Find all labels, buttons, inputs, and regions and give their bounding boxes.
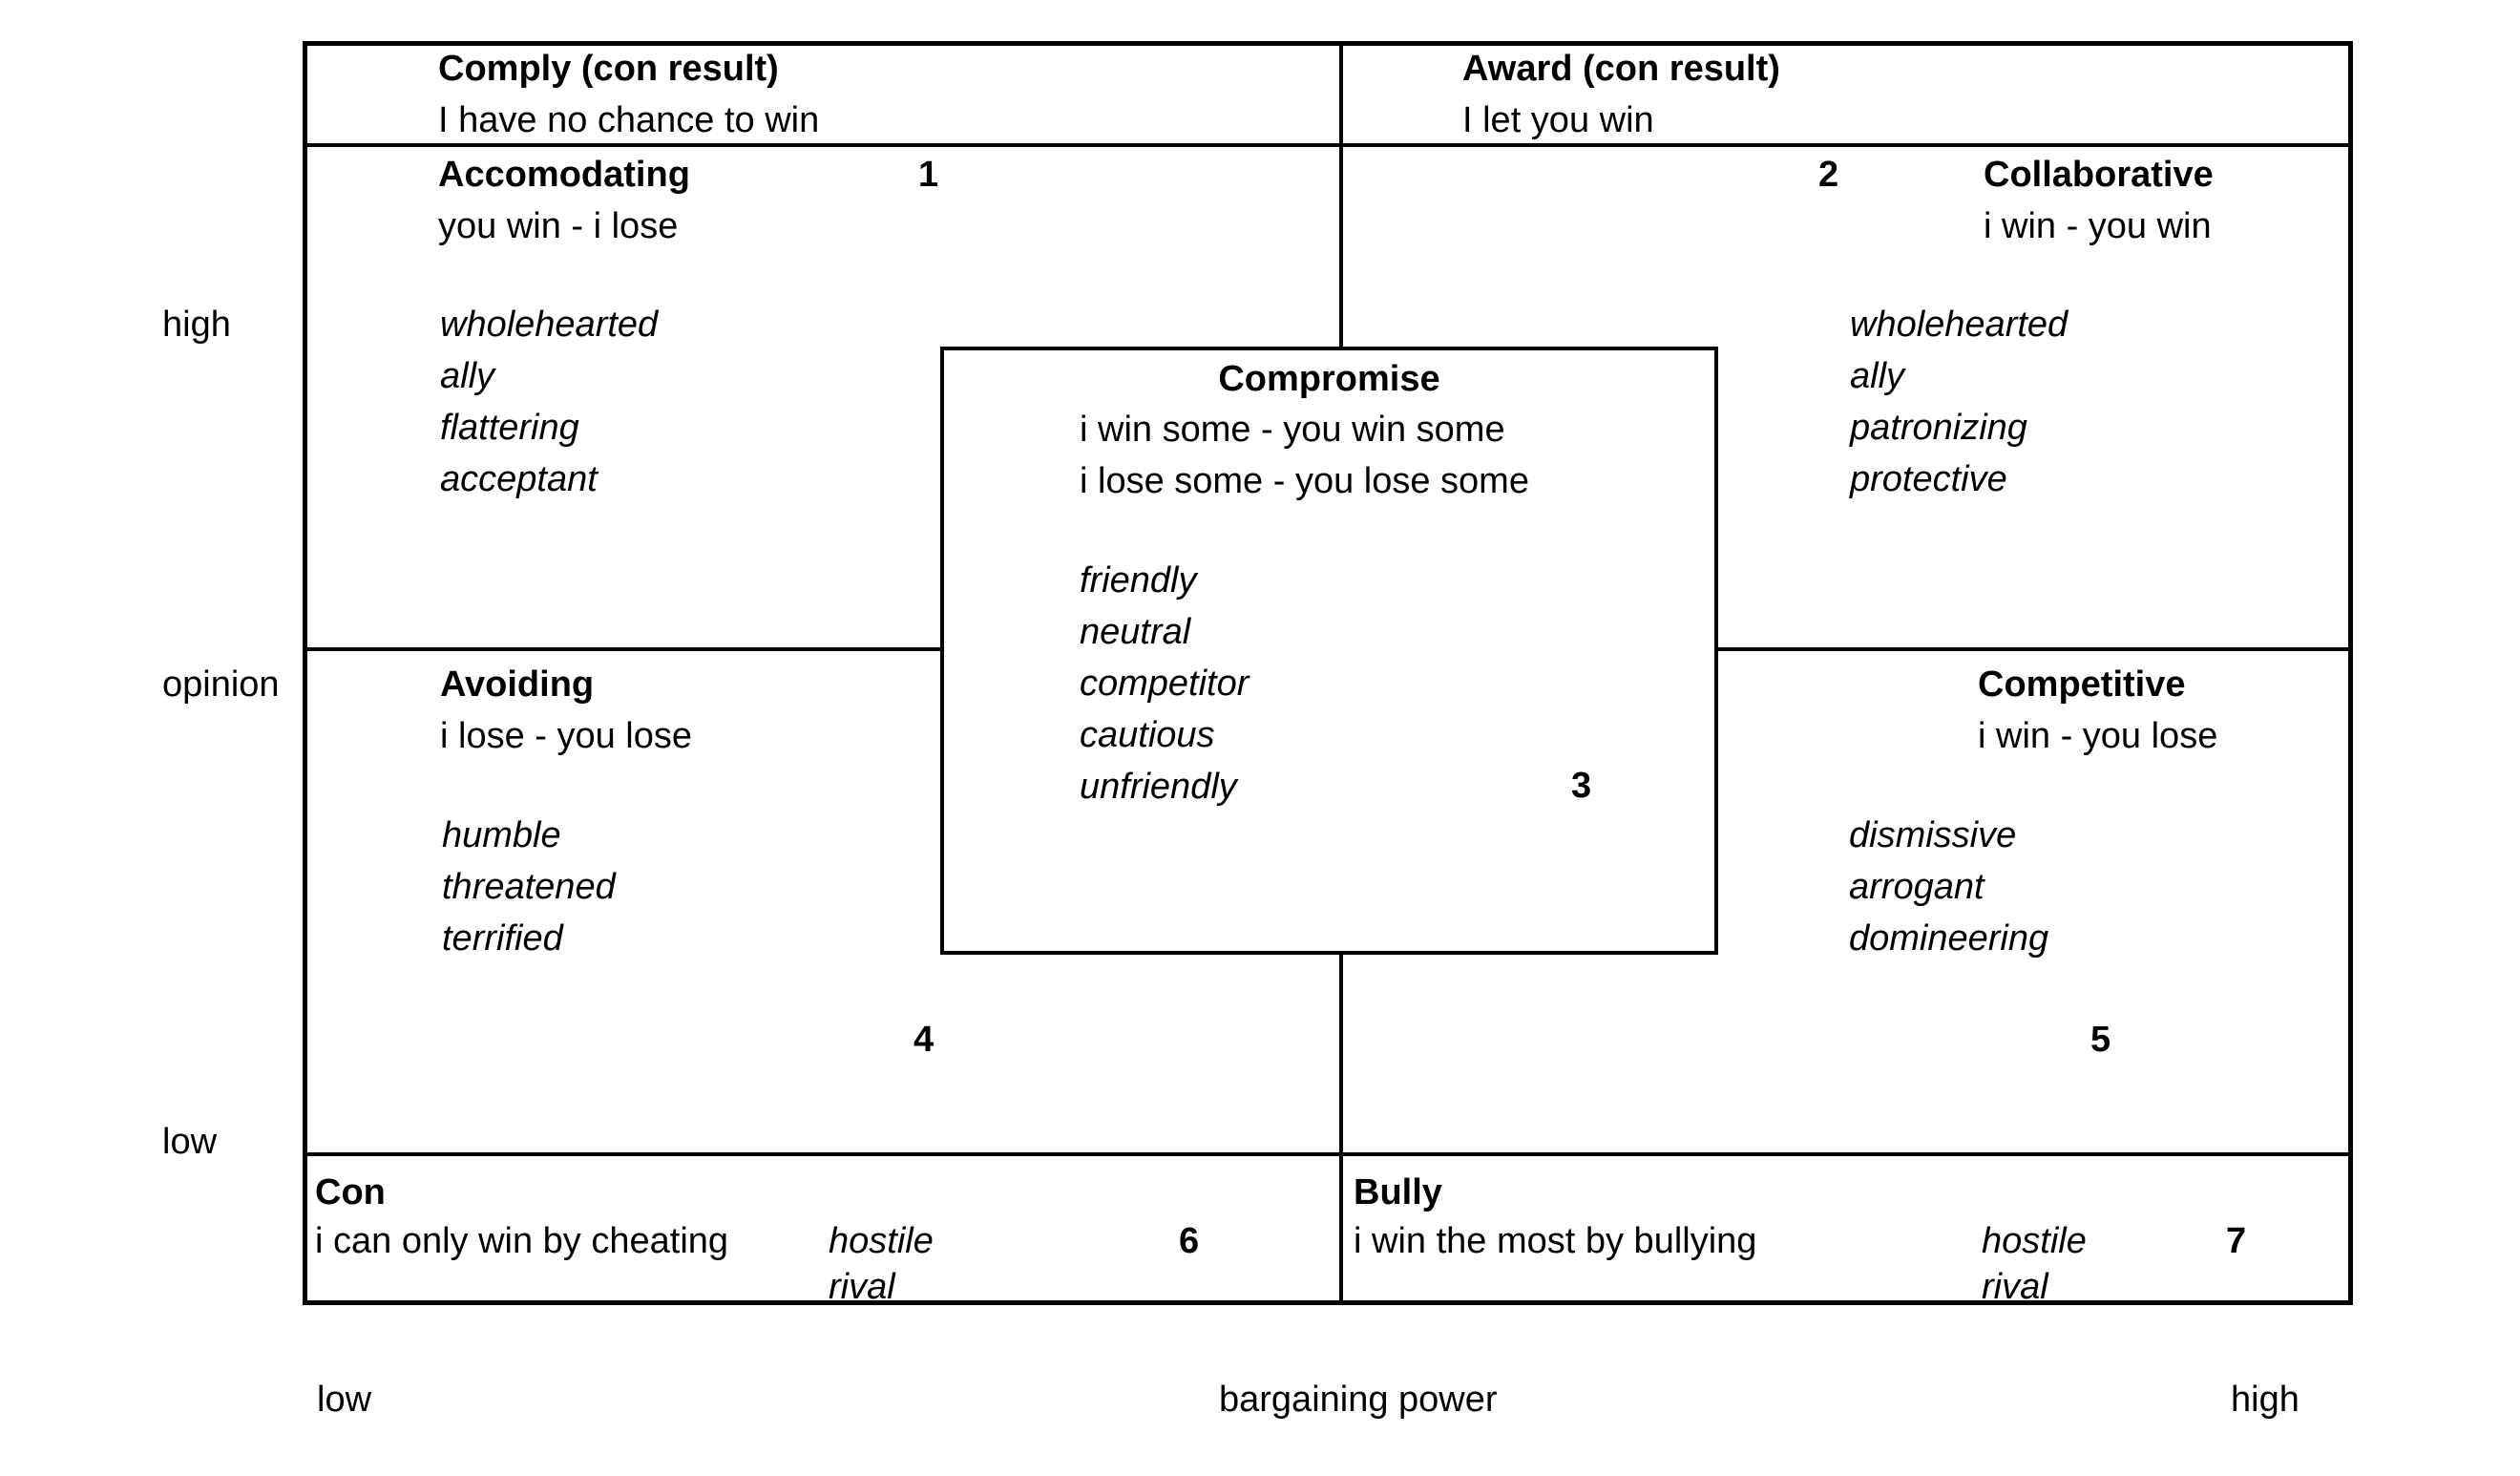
header-award: [1462, 43, 1780, 146]
quadrant-avoiding: [440, 659, 692, 762]
quadrant-avoiding-number: 4: [914, 1020, 934, 1060]
quadrant-competitive: [1978, 659, 2217, 762]
trait: domineering: [1849, 918, 2049, 959]
quadrant-collaborative-outcome: i win - you win: [1984, 206, 2212, 246]
trait: dismissive: [1849, 815, 2017, 855]
quadrant-competitive-traits: [1849, 810, 2048, 964]
trait: flattering: [440, 408, 579, 448]
quadrant-compromise-outcome-line1: i win some - you win some: [1080, 410, 1505, 450]
trait: terrified: [442, 918, 563, 959]
cell-bully-number: 7: [2226, 1221, 2247, 1261]
quadrant-avoiding-traits: [442, 810, 616, 964]
quadrant-competitive-title: Competitive: [1978, 664, 2186, 705]
trait: arrogant: [1849, 867, 1984, 907]
quadrant-compromise-traits: [1080, 555, 1249, 812]
trait: acceptant: [440, 459, 598, 499]
quadrant-compromise-title: Compromise: [1218, 359, 1440, 399]
header-comply: [438, 43, 819, 146]
trait: protective: [1850, 459, 2007, 499]
y-axis-high-label: high: [162, 305, 231, 345]
trait: competitor: [1080, 664, 1250, 704]
header-award-title: Award (con result): [1462, 49, 1780, 89]
cell-bully-trait: rival: [1982, 1267, 2048, 1307]
quadrant-accomodating-traits: [440, 299, 658, 505]
bottom-row-separator-line: [303, 1152, 2353, 1156]
cell-con-title: Con: [315, 1172, 386, 1212]
trait: humble: [442, 815, 561, 855]
quadrant-compromise-outcome-line2: i lose some - you lose some: [1080, 461, 1529, 501]
quadrant-collaborative: [1984, 149, 2214, 252]
trait: unfriendly: [1080, 767, 1237, 807]
x-axis-label: bargaining power: [1219, 1380, 1498, 1420]
trait: ally: [1850, 356, 1905, 396]
quadrant-collaborative-number: 2: [1818, 155, 1839, 195]
quadrant-compromise-outcome: [1080, 404, 1529, 507]
cell-bully-outcome: i win the most by bullying: [1354, 1221, 1757, 1261]
header-comply-title: Comply (con result): [438, 49, 779, 89]
trait: friendly: [1080, 560, 1197, 601]
quadrant-avoiding-title: Avoiding: [440, 664, 595, 705]
quadrant-accomodating-number: 1: [918, 155, 939, 195]
cell-con-outcome: i can only win by cheating: [315, 1221, 729, 1261]
trait: patronizing: [1850, 408, 2027, 448]
trait: neutral: [1080, 612, 1191, 652]
y-axis-label: opinion: [162, 664, 280, 705]
x-axis-low-label: low: [317, 1380, 372, 1420]
trait: cautious: [1080, 715, 1215, 755]
header-comply-subtitle: I have no chance to win: [438, 100, 820, 140]
cell-bully-title: Bully: [1354, 1172, 1442, 1212]
quadrant-collaborative-traits: [1850, 299, 2068, 505]
trait: wholehearted: [1850, 305, 2068, 345]
quadrant-avoiding-outcome: i lose - you lose: [440, 716, 693, 756]
x-axis-high-label: high: [2231, 1380, 2300, 1420]
y-axis-low-label: low: [162, 1122, 218, 1162]
quadrant-accomodating-outcome: you win - i lose: [438, 206, 679, 246]
trait: ally: [440, 356, 495, 396]
quadrant-collaborative-title: Collaborative: [1984, 155, 2214, 195]
quadrant-compromise-number: 3: [1571, 766, 1592, 806]
cell-con-trait: hostile: [829, 1221, 934, 1261]
cell-bully-trait: hostile: [1982, 1221, 2087, 1261]
trait: threatened: [442, 867, 616, 907]
quadrant-competitive-outcome: i win - you lose: [1978, 716, 2218, 756]
cell-con-trait: rival: [829, 1267, 895, 1307]
quadrant-accomodating: [438, 149, 690, 252]
cell-con-number: 6: [1179, 1221, 1200, 1261]
quadrant-accomodating-title: Accomodating: [438, 155, 690, 195]
header-award-subtitle: I let you win: [1462, 100, 1654, 140]
quadrant-competitive-number: 5: [2090, 1020, 2111, 1060]
trait: wholehearted: [440, 305, 659, 345]
